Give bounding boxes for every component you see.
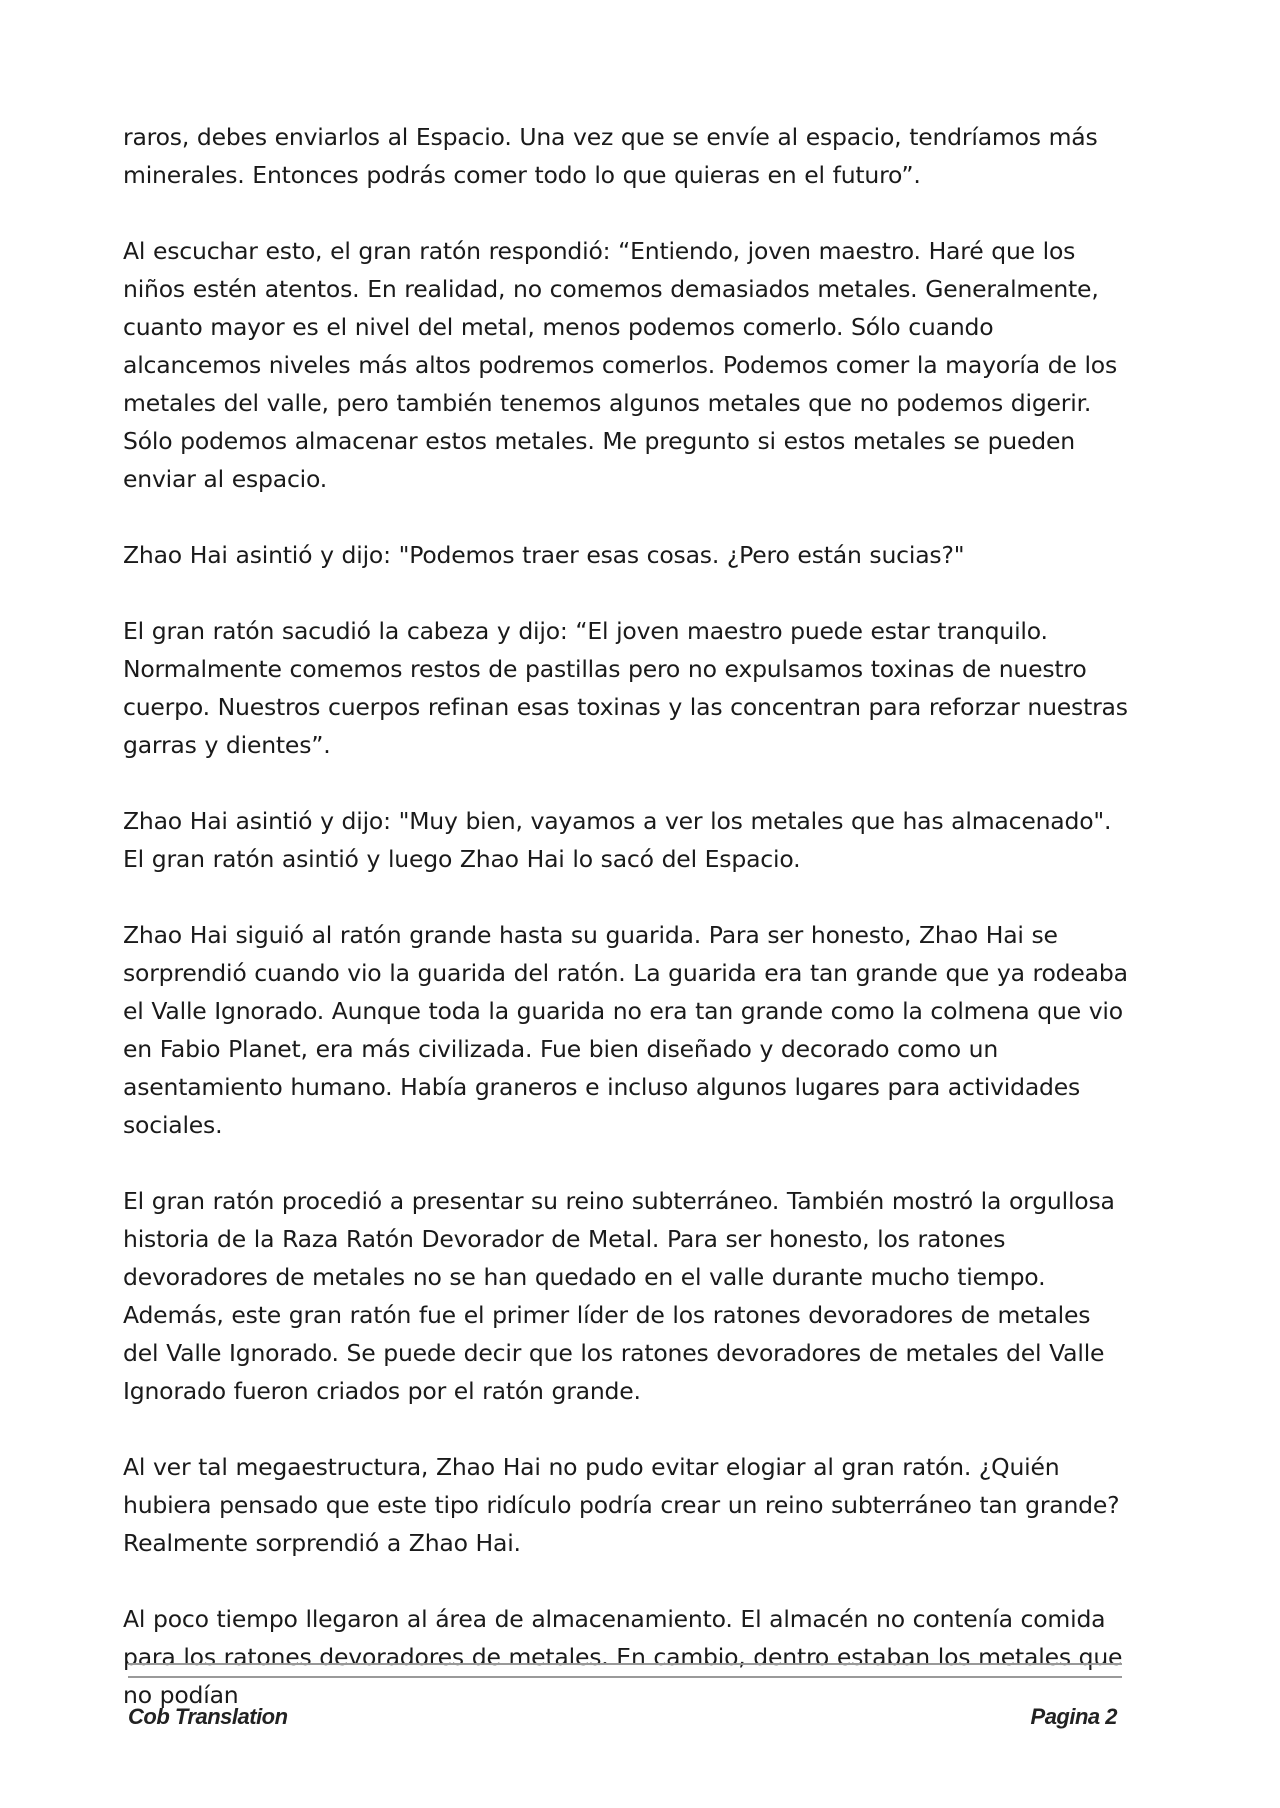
document-body — [123, 118, 1133, 1752]
footer-source: Cob Translation — [128, 1704, 288, 1729]
paragraph: Al poco tiempo llegaron al área de almacenamiento. El almacén no contenía comida para los ratones devoradores de metales. En cambio, dentro estaban los metales que no podían — [123, 1605, 1123, 1709]
footer-divider — [128, 1676, 1122, 1678]
paragraph: Zhao Hai siguió al ratón grande hasta su guarida. Para ser honesto, Zhao Hai se sorprendió cuando vio la guarida del ratón. La guarida era tan grande que ya rodeaba el Valle Ignorado. Aunque toda la guarida no era tan grande como la colmena que vio en Fabio Planet, era más civilizada. Fue bien diseñado y decorado como un asentamiento humano. Había graneros e incluso algunos lugares para actividades sociales. — [123, 921, 1128, 1139]
paragraph: Al ver tal megaestructura, Zhao Hai no pudo evitar elogiar al gran ratón. ¿Quién hubiera pensado que este tipo ridículo podría crear un reino subterráneo tan grande? Realmente sorprendió a Zhao Hai. — [123, 1453, 1120, 1557]
footer-divider — [128, 1663, 1122, 1665]
paragraph: Al escuchar esto, el gran ratón respondió: “Entiendo, joven maestro. Haré que los niños estén atentos. En realidad, no comemos demasiados metales. Generalmente, cuanto mayor es el nivel del metal, menos podemos comerlo. Sólo cuando alcancemos niveles más altos podremos comerlos. Podemos comer la mayoría de los metales del valle, pero también tenemos algunos metales que no podemos digerir. Sólo podemos almacenar estos metales. Me pregunto si estos metales se pueden enviar al espacio. — [123, 237, 1118, 493]
page-number: Pagina 2 — [1030, 1704, 1117, 1729]
paragraph: El gran ratón sacudió la cabeza y dijo: “El joven maestro puede estar tranquilo. Normalmente comemos restos de pastillas pero no expulsamos toxinas de nuestro cuerpo. Nuestros cuerpos refinan esas toxinas y las concentran para reforzar nuestras garras y dientes”. — [123, 617, 1128, 759]
paragraph: Zhao Hai asintió y dijo: "Muy bien, vayamos a ver los metales que has almacenado". El gran ratón asintió y luego Zhao Hai lo sacó del Espacio. — [123, 807, 1112, 873]
paragraph: raros, debes enviarlos al Espacio. Una vez que se envíe al espacio, tendríamos más minerales. Entonces podrás comer todo lo que quieras en el futuro”. — [123, 123, 1098, 189]
paragraph: Zhao Hai asintió y dijo: "Podemos traer esas cosas. ¿Pero están sucias?" — [123, 541, 965, 569]
paragraph: El gran ratón procedió a presentar su reino subterráneo. También mostró la orgullosa historia de la Raza Ratón Devorador de Metal. Para ser honesto, los ratones devoradores de metales no se han quedado en el valle durante mucho tiempo. Además, este gran ratón fue el primer líder de los ratones devoradores de metales del Valle Ignorado. Se puede decir que los ratones devoradores de metales del Valle Ignorado fueron criados por el ratón grande. — [123, 1187, 1115, 1405]
